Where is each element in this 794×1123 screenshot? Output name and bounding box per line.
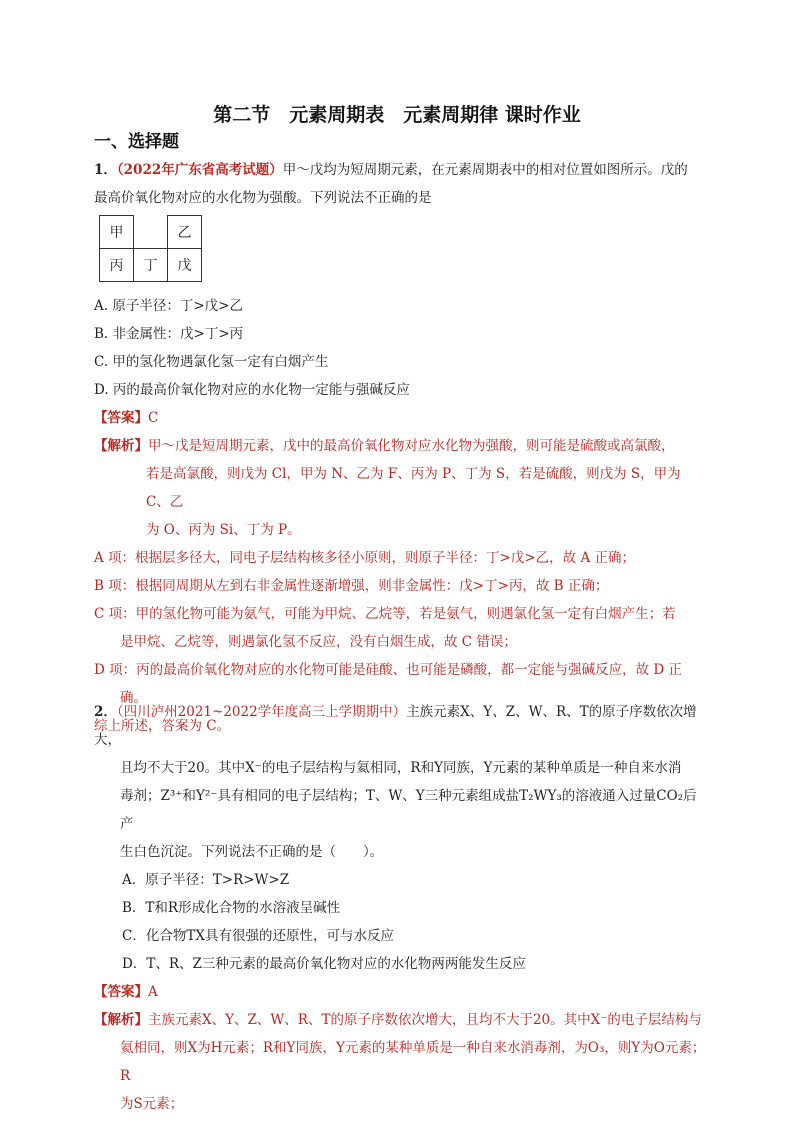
option: B. 非金属性：戊>丁>丙 bbox=[94, 326, 244, 342]
answer-label: 【答案】 bbox=[94, 410, 148, 426]
option: D．T、R、Z三种元素的最高价氧化物对应的水化物两两能发生反应 bbox=[122, 956, 526, 972]
option: D. 丙的最高价氧化物对应的水化物一定能与强碱反应 bbox=[94, 382, 410, 398]
analysis-item: D 项：丙的最高价氧化物对应的水化物可能是硅酸、也可能是磷酸，都一定能与强碱反应，故 D 正 bbox=[94, 662, 683, 678]
question-source: （2022年广东省高考试题） bbox=[116, 162, 283, 178]
analysis bbox=[94, 432, 706, 544]
stem-line: 毒剂；Z³⁺和Y²⁻具有相同的电子层结构；T、W、Y三种元素组成盐T₂WY₃的溶液通入过量CO₂后产 bbox=[120, 788, 697, 832]
analysis-item: B 项：根据同周期从左到右非金属性逐渐增强，则非金属性：戊>丁>丙，故 B 正确； bbox=[94, 578, 609, 594]
analysis-line: 主族元素X、Y、Z、W、R、T的原子序数依次增大，且均不大于20。其中X⁻的电子层结构与 bbox=[148, 1012, 702, 1028]
analysis-label: 【解析】 bbox=[94, 1012, 148, 1028]
analysis-line: 氦相同，则X为H元素；R和Y同族，Y元素的某种单质是一种自来水消毒剂，为O₃，则Y为O元素；R bbox=[120, 1040, 706, 1084]
analysis-label: 【解析】 bbox=[94, 438, 148, 454]
question-number: 1． bbox=[94, 162, 117, 178]
table-cell: 甲 bbox=[100, 216, 134, 249]
analysis-line: 甲～戊是短周期元素，戊中的最高价氧化物对应水化物为强酸，则可能是硫酸或高氯酸， bbox=[148, 438, 675, 454]
analysis-line: 为 O、丙为 Si、丁为 P。 bbox=[146, 522, 301, 538]
summary: 综上所述，答案为 C。 bbox=[94, 718, 231, 734]
stem-line: 最高价氧化物对应的水化物为强酸。下列说法不正确的是 bbox=[94, 190, 432, 206]
option: C．化合物TX具有很强的还原性，可与水反应 bbox=[122, 928, 394, 944]
answer-value: C bbox=[148, 410, 159, 426]
option: C. 甲的氢化物遇氯化氢一定有白烟产生 bbox=[94, 354, 329, 370]
stem-line: 且均不大于20。其中X⁻的电子层结构与氦相同，R和Y同族，Y元素的某种单质是一种自来水消 bbox=[120, 760, 682, 776]
question-2 bbox=[94, 698, 706, 1118]
table-cell: 丙 bbox=[100, 249, 134, 282]
stem-line: 生白色沉淀。下列说法不正确的是（ ）。 bbox=[120, 844, 384, 860]
question-number: 2． bbox=[94, 704, 117, 720]
section-heading: 一、选择题 bbox=[94, 132, 179, 152]
analysis-item: 确。 bbox=[120, 690, 147, 706]
option: A．原子半径：T>R>W>Z bbox=[122, 872, 290, 888]
question-1-body bbox=[94, 292, 706, 740]
analysis-item: C 项：甲的氢化物可能为氨气，可能为甲烷、乙烷等，若是氨气，则遇氯化氢一定有白烟产生；若 bbox=[94, 606, 676, 622]
analysis-item: 是甲烷、乙烷等，则遇氯化氢不反应，没有白烟生成，故 C 错误； bbox=[120, 634, 517, 650]
question-source: （四川泸州2021~2022学年度高三上学期期中） bbox=[116, 704, 407, 720]
option: A. 原子半径：丁>戊>乙 bbox=[94, 298, 243, 314]
table-cell: 乙 bbox=[168, 216, 202, 249]
answer-value: A bbox=[148, 984, 158, 1000]
analysis-item: A 项：根据层多径大，同电子层结构核多径小原则，则原子半径：丁>戊>乙，故 A 正确； bbox=[94, 550, 635, 566]
periodic-table-fragment bbox=[99, 215, 202, 282]
option: B．T和R形成化合物的水溶液呈碱性 bbox=[122, 900, 341, 916]
stem-line: 甲～戊均为短周期元素，在元素周期表中的相对位置如图所示。戊的 bbox=[282, 162, 688, 178]
answer-label: 【答案】 bbox=[94, 984, 148, 1000]
table-cell: 丁 bbox=[134, 249, 168, 282]
table-cell: 戊 bbox=[168, 249, 202, 282]
stem-line: 主族元素X、Y、Z、W、R、T的原子序数依次增大， bbox=[94, 704, 697, 748]
table-cell-empty bbox=[134, 216, 168, 249]
analysis-line: 若是高氯酸，则戊为 Cl，甲为 N、乙为 F、丙为 P、丁为 S，若是硫酸，则戊为 S，甲为 C、乙 bbox=[146, 466, 681, 510]
question-1-stem bbox=[94, 156, 706, 212]
analysis-line: 为S元素； bbox=[120, 1096, 184, 1112]
page-title: 第二节 元素周期表 元素周期律 课时作业 bbox=[213, 104, 581, 126]
